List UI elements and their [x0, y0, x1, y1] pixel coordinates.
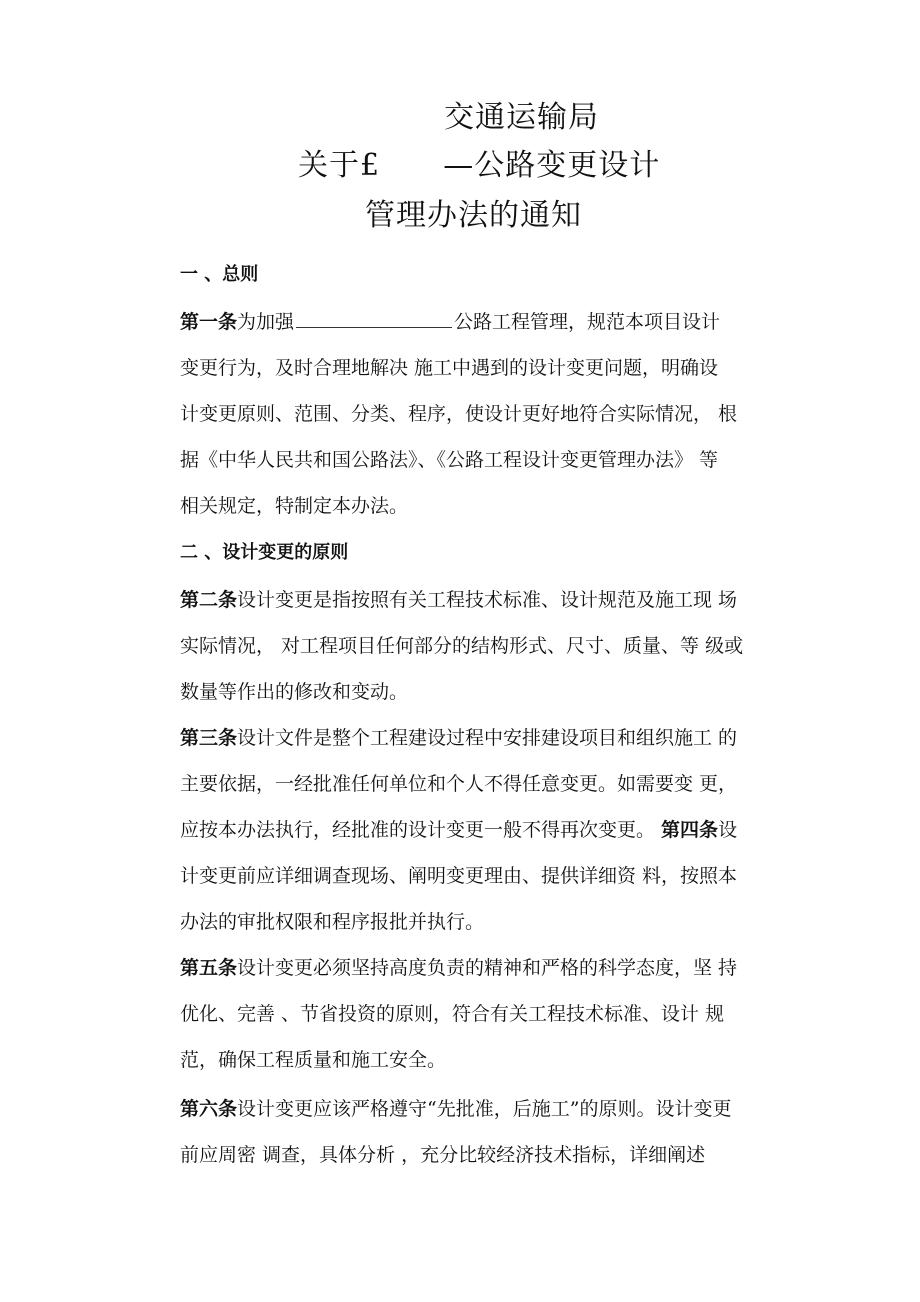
article-6-line-1: 第六条设计变更应该严格遵守“先批准，后施工”的原则。设计变更	[180, 1098, 732, 1120]
article-2-line-3: 数量等作出的修改和变动。	[180, 681, 409, 703]
article-5-line-3: 范，确保工程质量和施工安全。	[180, 1049, 447, 1071]
article-4-line-2: 办法的审批权限和程序报批并执行。	[180, 911, 485, 933]
title-line-1: 交通运输局	[444, 100, 599, 135]
article-6-line-2: 前应周密 调查，具体分析 ，充分比较经济技术指标，详细阐述	[180, 1144, 706, 1166]
article-6	[180, 1086, 780, 1178]
article-3-line-3: 应按本办法执行，经批准的设计变更一般不得再次变更。 第四条设	[180, 819, 738, 841]
article-4-label: 第四条	[661, 819, 719, 841]
article-2-line-1: 第二条设计变更是指按照有关工程技术标准、设计规范及施工现 场	[180, 589, 738, 611]
article-5-label: 第五条	[180, 957, 238, 979]
article-5-line-1: 第五条设计变更必须坚持高度负责的精神和严格的科学态度，坚 持	[180, 957, 738, 979]
article-2-label: 第二条	[180, 589, 238, 611]
article-1-line-2: 变更行为，及时合理地解决 施工中遇到的设计变更问题，明确设	[180, 357, 719, 379]
article-3	[180, 715, 780, 945]
article-1	[180, 299, 780, 529]
article-5	[180, 945, 780, 1083]
section-heading-principles: 二 、设计变更的原则	[180, 542, 349, 563]
article-4-line-1: 计变更前应详细调查现场、阐明变更理由、提供详细资 料，按照本	[180, 865, 738, 887]
article-1-line-3: 计变更原则、范围、分类、程序，使设计更好地符合实际情况， 根	[180, 403, 738, 425]
fill-in-blank	[296, 311, 452, 328]
article-1-line-4: 据《中华人民共和国公路法》、《公路工程设计变更管理办法》 等	[180, 449, 719, 471]
article-2-line-2: 实际情况， 对工程项目任何部分的结构形式、尺寸、质量、等 级或	[180, 635, 744, 657]
section-heading-general: 一 、总则	[180, 264, 259, 285]
article-1-line-1: 第一条为加强 公路工程管理，规范本项目设计	[180, 311, 721, 333]
article-1-line-5: 相关规定，特制定本办法。	[180, 495, 409, 517]
title-line-3: 管理办法的通知	[365, 198, 582, 233]
article-5-line-2: 优化、完善 、节省投资的原则，符合有关工程技术标准、设计 规	[180, 1003, 725, 1025]
article-2	[180, 577, 780, 715]
article-6-label: 第六条	[180, 1098, 238, 1120]
article-3-line-1: 第三条设计文件是整个工程建设过程中安排建设项目和组织施工 的	[180, 727, 738, 749]
article-1-label: 第一条	[180, 311, 238, 333]
title-line-2: 关于£ —公路变更设计	[298, 148, 661, 183]
article-3-label: 第三条	[180, 727, 238, 749]
article-3-line-2: 主要依据，一经批准任何单位和个人不得任意变更。如需要变 更，	[180, 773, 738, 795]
